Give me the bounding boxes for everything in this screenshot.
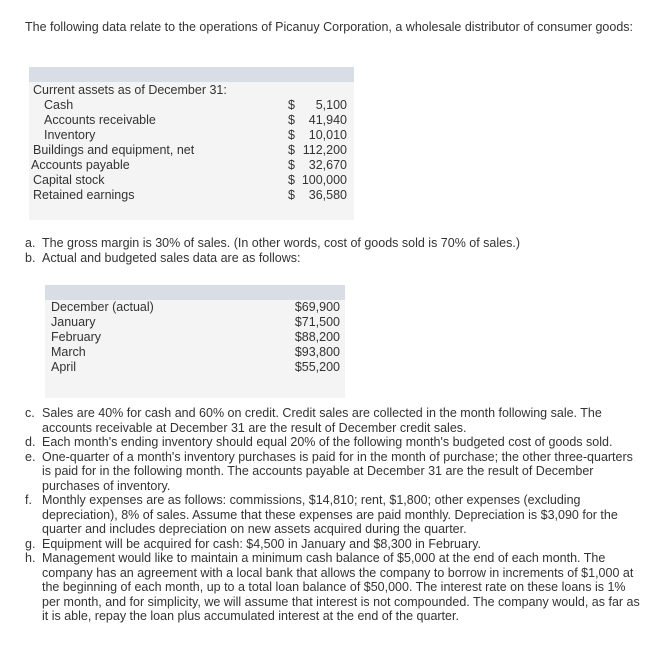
month-label: February [51,330,102,344]
item-text: One-quarter of a month's inventory purchases is paid for in the month of purchase; the other three-quarters is paid for in the following month. The accounts payable at December 31 are the result of December purchases of inventory. [42,449,633,493]
row-value: 100,000 [301,173,347,187]
table-row [45,315,345,330]
row-value: 10,010 [308,128,347,142]
current-assets-heading: Current assets as of December 31: [33,83,227,97]
list-item [25,251,645,266]
row-value: 36,580 [308,188,347,202]
item-text: Sales are 40% for cash and 60% on credit. Credit sales are collected in the month following sale. The accounts receivable at December 31 are the result of December credit sales. [42,406,602,435]
item-marker: c. [25,406,35,420]
table-row [45,360,345,375]
item-text: Management would like to maintain a minimum cash balance of $5,000 at the end of each month. The company has an agreement with a local bank that allows the company to borrow in increments of $1,000 at the beginning of each month, up to a total loan balance of $50,000. The interest rate on these loans is 1% per month, and for simplicity, we will assume that interest is not compounded. The company would, as far as it is able, repay the loan plus accumulated interest at the end of the quarter. [42,551,640,623]
list-item [25,435,645,450]
list-item [25,537,645,552]
table-header-bar [45,285,345,300]
month-label: March [51,345,86,359]
month-label: December (actual) [51,300,154,314]
item-text: The gross margin is 30% of sales. (In other words, cost of goods sold is 70% of sales.) [42,236,520,250]
dollar-sign: $ [288,98,295,112]
sales-value: $93,800 [294,345,340,359]
list-item [25,406,645,435]
table-row [29,158,354,173]
list-item [25,236,645,251]
table-row [45,300,345,315]
sales-data-table [45,285,345,398]
table-row [29,128,354,143]
sales-value: $71,500 [294,315,340,329]
row-label: Cash [44,98,74,112]
dollar-sign: $ [288,143,295,157]
row-value: 5,100 [315,98,347,112]
row-label: Accounts payable [31,158,130,172]
intro-paragraph: The following data relate to the operations of Picanuy Corporation, a wholesale distributor of consumer goods: [25,20,633,34]
dollar-sign: $ [288,158,295,172]
item-marker: f. [25,493,32,507]
table-row [29,143,354,158]
table-row [29,98,354,113]
dollar-sign: $ [288,173,295,187]
table-row [29,83,354,98]
month-label: January [51,315,96,329]
row-label: Capital stock [33,173,105,187]
table-row [45,330,345,345]
assumptions-list-ab [25,236,645,265]
assumptions-list-ch [25,406,645,624]
item-text: Each month's ending inventory should equal 20% of the following month's budgeted cost of goods sold. [42,435,613,449]
balance-sheet-table [29,67,354,220]
item-text: Monthly expenses are as follows: commissions, $14,810; rent, $1,800; other expenses (excluding depreciation), 8% of sales. Assume that these expenses are paid monthly. Depreciation is $3,090 for the quarter and includes depreciation on new assets acquired during the quarter. [42,493,618,536]
item-marker: b. [25,250,36,265]
list-item [25,450,645,494]
item-text: Equipment will be acquired for cash: $4,500 in January and $8,300 in February. [42,536,481,551]
item-marker: d. [25,435,36,449]
dollar-sign: $ [288,128,295,142]
table-header-bar [29,67,354,82]
table-row [45,345,345,360]
row-label: Accounts receivable [44,113,156,127]
item-marker: h. [25,551,36,565]
item-marker: g. [25,536,36,551]
row-label: Retained earnings [33,188,135,202]
sales-value: $55,200 [294,360,340,374]
table-row [29,113,354,128]
list-item [25,551,645,624]
month-label: April [51,360,77,374]
row-label: Buildings and equipment, net [33,143,195,157]
row-value: 41,940 [308,113,347,127]
item-text: Actual and budgeted sales data are as follows: [42,250,301,265]
item-marker: a. [25,236,36,250]
row-value: 112,200 [302,143,347,157]
list-item [25,493,645,537]
row-label: Inventory [44,128,96,142]
sales-value: $69,900 [294,300,340,314]
row-value: 32,670 [308,158,347,172]
table-row [29,188,354,203]
sales-value: $88,200 [294,330,340,344]
item-marker: e. [25,449,36,464]
dollar-sign: $ [288,113,295,127]
dollar-sign: $ [288,188,295,202]
table-row [29,173,354,188]
